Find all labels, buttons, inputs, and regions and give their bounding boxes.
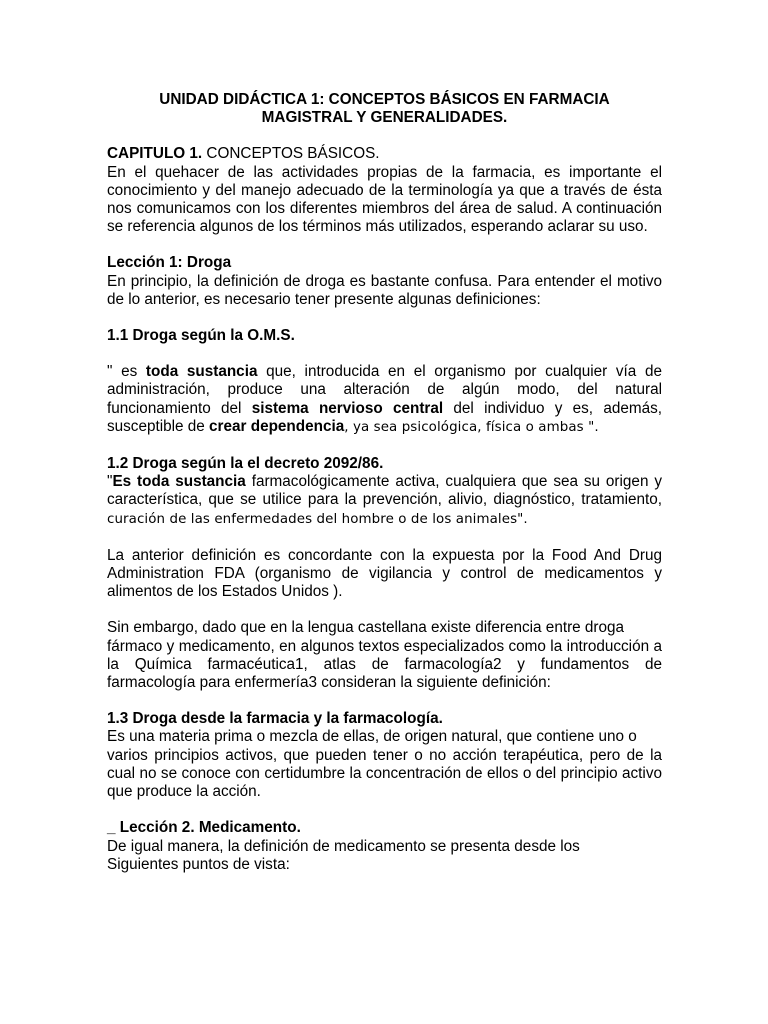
lesson1-text: En principio, la definición de droga es bastante confusa. Para entender el motivo de lo anterior, es necesario tener presente algunas definiciones: [107,272,662,308]
s11-part-1: " es [107,363,146,381]
s11-part-2: que, introducida en el organismo por cualquier vía de administración, produce una alteración de algún modo, del natural funcionamiento del [107,363,662,417]
s11-bold-3: crear dependencia [209,417,345,435]
s12-part-1: farmacológicamente activa, cualquiera que sea su origen y característica, que se utilice para la prevención, alivio, diagnóstico, tratamiento, [107,473,662,509]
section-1-1-text [107,363,662,437]
chapter-intro: En el quehacer de las actividades propias de la farmacia, es importante el conocimiento y del manejo adecuado de la terminología ya que a través de ésta nos comunicamos con los diferentes miembros del área de salud. A continuación se referencia algunos de los términos más utilizados, esperando aclarar su uso. [107,163,662,236]
chapter-heading [107,145,662,163]
lesson2-heading: _ Lección 2. Medicamento. [107,819,301,837]
document-title [107,91,662,127]
section-1-1-heading: 1.1 Droga según la O.M.S. [107,327,295,345]
title-line-2: MAGISTRAL Y GENERALIDADES. [261,109,508,127]
section-1-3-heading: 1.3 Droga desde la farmacia y la farmacología. [107,710,443,728]
s11-part-4: , ya sea psicológica, física o ambas ". [344,419,599,435]
title-line-1: UNIDAD DIDÁCTICA 1: CONCEPTOS BÁSICOS EN FARMACIA [159,91,610,108]
lesson2-line-2: Siguientes puntos de vista: [107,855,290,873]
section-1-2-heading: 1.2 Droga según la el decreto 2092/86. [107,455,384,473]
section-1-3-line-1: Es una materia prima o mezcla de ellas, de origen natural, que contiene uno o [107,728,637,746]
document-body [107,91,662,874]
s11-bold-1: toda sustancia [145,363,258,381]
section-1-2-text [107,473,662,529]
sin-embargo-line-1: Sin embargo, dado que en la lengua castellana existe diferencia entre droga [107,619,625,637]
lesson1-heading: Lección 1: Droga [107,254,232,272]
lesson2-line-1: De igual manera, la definición de medicamento se presenta desde los [107,837,580,855]
s11-part-3: del individuo y es, además, susceptible de [107,399,662,435]
sin-embargo-rest: fármaco y medicamento, en algunos textos especializados como la introducción a la Química farmacéutica1, atlas de farmacología2 y fundamentos de farmacología para enfermería3 consideran la siguiente definición: [107,637,662,692]
s11-bold-2: sistema nervioso central [251,399,444,417]
fda-paragraph: La anterior definición es concordante con la expuesta por la Food And Drug Administration FDA (organismo de vigilancia y control de medicamentos y alimentos de los Estados Unidos ). [107,546,662,601]
s12-quote: " [107,473,113,491]
section-1-3-rest: varios principios activos, que pueden tener o no acción terapéutica, pero de la cual no se conoce con certidumbre la concentración de ellos o del principio activo que produce la acción. [107,746,662,801]
chapter-label: CAPITULO 1. [107,145,203,163]
s12-bold-1: Es toda sustancia [112,473,246,491]
s12-part-2: curación de las enfermedades del hombre o de los animales". [107,511,528,527]
chapter-name: CONCEPTOS BÁSICOS. [202,145,380,163]
